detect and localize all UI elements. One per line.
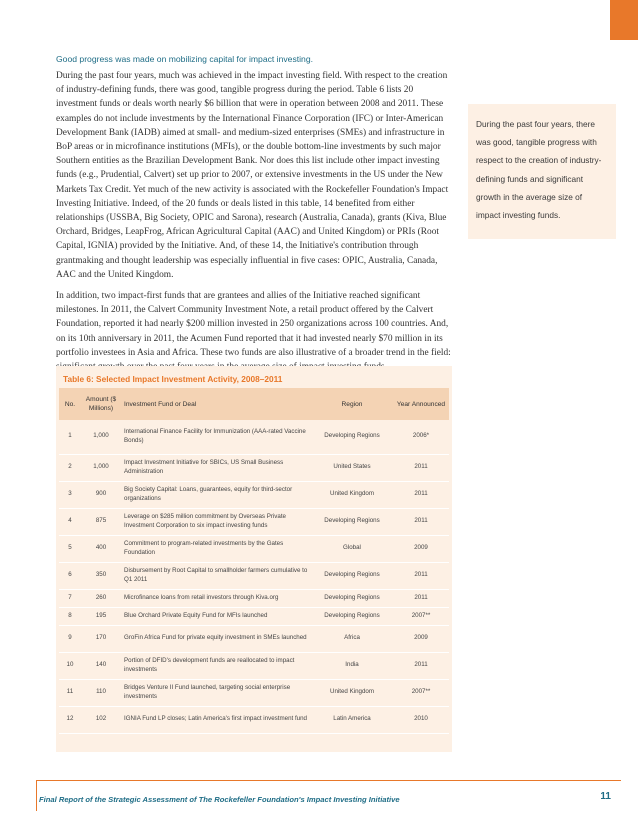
cell-year: 2011 (393, 481, 449, 508)
cell-year: 2011 (393, 454, 449, 481)
cell-no: 7 (59, 589, 81, 607)
cell-no: 2 (59, 454, 81, 481)
main-text-column (56, 53, 456, 381)
cell-amount: 140 (81, 652, 121, 679)
cell-amount: 350 (81, 562, 121, 589)
cell-no: 1 (59, 420, 81, 454)
cell-region: Africa (311, 625, 393, 652)
table-row (59, 706, 449, 733)
header-region: Region (311, 388, 393, 420)
cell-no: 5 (59, 535, 81, 562)
cell-fund: Blue Orchard Private Equity Fund for MFIs launched (121, 607, 311, 625)
cell-fund: Commitment to program-related investments by the Gates Foundation (121, 535, 311, 562)
table-box (56, 366, 452, 752)
cell-amount: 400 (81, 535, 121, 562)
cell-year: 2007** (393, 679, 449, 706)
lead-sentence: Good progress was made on mobilizing capital for impact investing. (56, 54, 313, 64)
cell-region: Global (311, 535, 393, 562)
cell-year: 2009 (393, 625, 449, 652)
body-paragraph-2: In addition, two impact-first funds that are grantees and allies of the Initiative reached significant milestones. In 2011, the Calvert Community Investment Note, a retail product offered by the Calvert Foundation, reported it had nearly $200 million invested in 250 organizations across 100 countries. And, on its 10th anniversary in 2011, the Acumen Fund reported that it had invested nearly $70 million in its portfolio investees in Asia and Africa. These two funds are also illustrative of a broader trend in the field: (56, 291, 451, 358)
header-no: No. (59, 388, 81, 420)
cell-no: 4 (59, 508, 81, 535)
cell-fund: IGNIA Fund LP closes; Latin America's first impact investment fund (121, 706, 311, 733)
table-row (59, 652, 449, 679)
cell-no: 12 (59, 706, 81, 733)
cell-amount: 110 (81, 679, 121, 706)
cell-no: 11 (59, 679, 81, 706)
sidebar-callout (468, 104, 616, 239)
investment-table (59, 388, 449, 734)
cell-year: 2011 (393, 589, 449, 607)
cell-fund: International Finance Facility for Immunization (AAA-rated Vaccine Bonds) (121, 420, 311, 454)
cell-fund: Portion of DFID's development funds are reallocated to impact investments (121, 652, 311, 679)
table-caption: Table 6: Selected Impact Investment Activity, 2008–2011 (63, 374, 283, 384)
cell-no: 3 (59, 481, 81, 508)
table-row (59, 679, 449, 706)
table-row (59, 420, 449, 454)
cell-region: India (311, 652, 393, 679)
cell-year: 2009 (393, 535, 449, 562)
corner-accent-bar (610, 0, 638, 40)
table-row (59, 562, 449, 589)
table-header-row (59, 388, 449, 420)
cell-region: Latin America (311, 706, 393, 733)
table-body (59, 420, 449, 733)
cell-amount: 875 (81, 508, 121, 535)
cell-fund: Microfinance loans from retail investors through Kiva.org (121, 589, 311, 607)
cell-fund: Leverage on $285 million commitment by Overseas Private Investment Corporation to six impact investing funds (121, 508, 311, 535)
cell-fund: GroFin Africa Fund for private equity investment in SMEs launched (121, 625, 311, 652)
cell-amount: 260 (81, 589, 121, 607)
cell-year: 2011 (393, 562, 449, 589)
table-row (59, 454, 449, 481)
cell-amount: 195 (81, 607, 121, 625)
cell-region: United Kingdom (311, 481, 393, 508)
cell-region: United Kingdom (311, 679, 393, 706)
cell-year: 2010 (393, 706, 449, 733)
sidebar-callout-text: During the past four years, there was good, tangible progress with respect to the creation of industry-defining funds and significant growth in the average size of impact investing funds. (476, 119, 602, 221)
cell-amount: 900 (81, 481, 121, 508)
cell-fund: Big Society Capital: Loans, guarantees, equity for third-sector organizations (121, 481, 311, 508)
cell-year: 2011 (393, 508, 449, 535)
header-fund: Investment Fund or Deal (121, 388, 311, 420)
cell-region: United States (311, 454, 393, 481)
table-row (59, 481, 449, 508)
cell-fund: Disbursement by Root Capital to smallholder farmers cumulative to Q1 2011 (121, 562, 311, 589)
table-row (59, 625, 449, 652)
cell-amount: 1,000 (81, 454, 121, 481)
cell-year: 2006* (393, 420, 449, 454)
cell-no: 9 (59, 625, 81, 652)
cell-region: Developing Regions (311, 607, 393, 625)
footer (36, 780, 621, 811)
table-row (59, 535, 449, 562)
header-amount: Amount ($ Millions) (81, 388, 121, 420)
cell-year: 2007** (393, 607, 449, 625)
table-row (59, 589, 449, 607)
table-row (59, 508, 449, 535)
cell-region: Developing Regions (311, 562, 393, 589)
cell-region: Developing Regions (311, 589, 393, 607)
header-year: Year Announced (393, 388, 449, 420)
cell-amount: 1,000 (81, 420, 121, 454)
page-number: 11 (600, 791, 611, 802)
cell-fund: Bridges Venture II Fund launched, targeting social enterprise investments (121, 679, 311, 706)
table-row (59, 607, 449, 625)
cell-amount: 102 (81, 706, 121, 733)
cell-no: 8 (59, 607, 81, 625)
cell-region: Developing Regions (311, 508, 393, 535)
cell-region: Developing Regions (311, 420, 393, 454)
body-paragraph-1: During the past four years, much was achieved in the impact investing field. With respect to the creation of industry-defining funds, there was good, tangible progress during the period. Table 6 lists 20 investment funds or deals worth nearly $6 billion that were in operation between 2008 and 2011. These examples do not include investments by the International Finance Corporation (IFC) or Inter-American Development Bank (IADB) aimed at small- and medium-sized enterprises (SMEs) and infrastructure in BoP areas or in microfinance institutions (MFIs), or the double bottom-line investments by such major Southern entities as the Brazilian Development Bank. Nor does this list include other impact investing funds (e.g., Prudential, Calvert) set up prior to 2007, or extensive investments in the US under the New Markets Tax Credit. Yet much of the new activity is associated with the Rockefeller Foundation's Impact Investing Initiative. Indeed, of the 20 funds or deals listed in this table, 14 benefited from either relationships (USSBA, Big Society, OPIC and Sarona), research (Australia, Canada), grants (Kiva, Blue Orchard, Bridges, LeapFrog, African Agricultural Capital (AAC) and United Kingdom) or PRIs (Root Capital, IGNIA) provided by the Initiative. And, of these 14, the Initiative's contribution through grantmaking and thought leadership was especially influential in five cases: OPIC, Australia, Canada, AAC and the United Kingdom. (56, 71, 449, 280)
cell-year: 2011 (393, 652, 449, 679)
cell-no: 10 (59, 652, 81, 679)
cell-no: 6 (59, 562, 81, 589)
cell-amount: 170 (81, 625, 121, 652)
cell-fund: Impact Investment Initiative for SBICs, US Small Business Administration (121, 454, 311, 481)
footer-title: Final Report of the Strategic Assessment of The Rockefeller Foundation's Impact Investing Initiative (39, 795, 400, 804)
